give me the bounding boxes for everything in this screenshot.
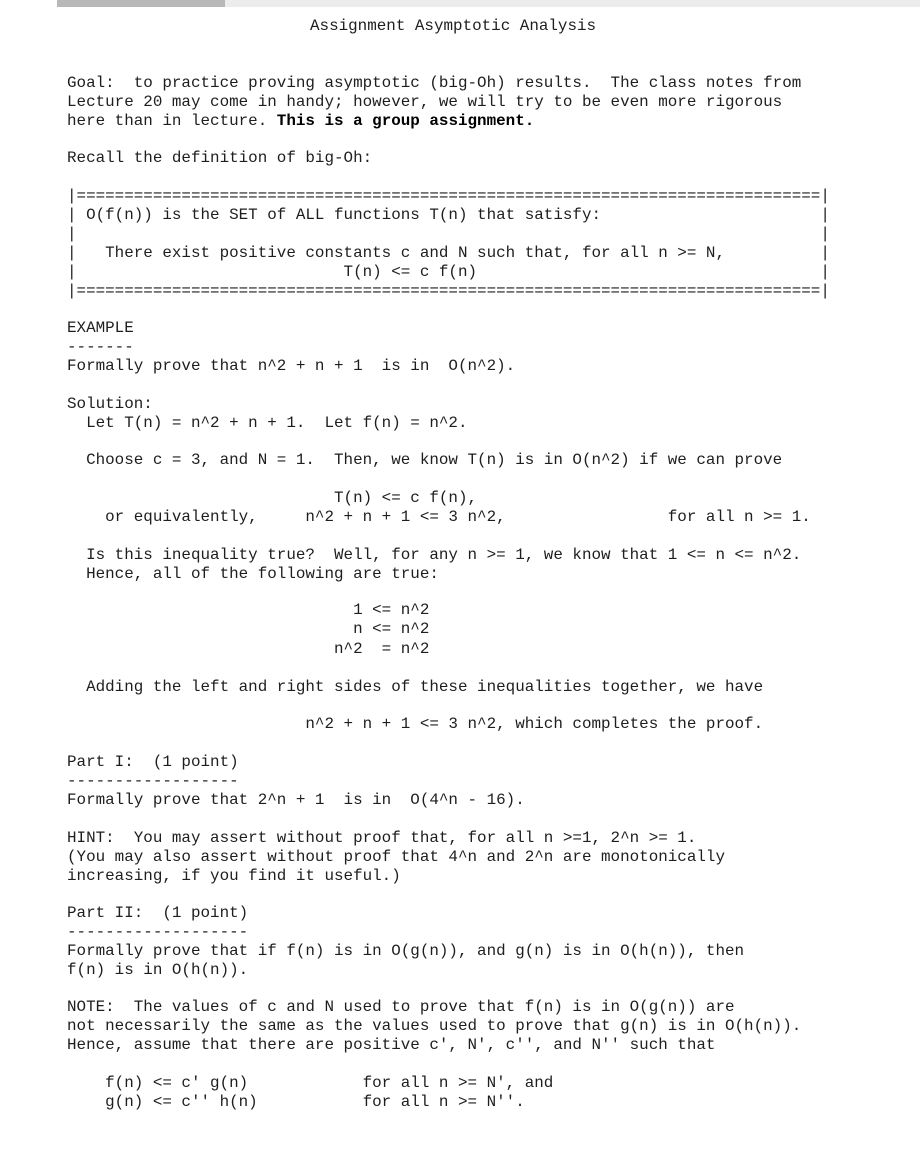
- part1-statement: Formally prove that 2^n + 1 is in O(4^n - 16).: [67, 791, 525, 809]
- part2-heading: Part II: (1 point): [67, 904, 249, 922]
- part2-statement: f(n) is in O(h(n)).: [67, 961, 249, 979]
- note-line: Hence, assume that there are positive c', N', c'', and N'' such that: [67, 1036, 716, 1054]
- condition-line: g(n) <= c'' h(n) for all n >= N''.: [67, 1093, 525, 1111]
- part1-underline: ------------------: [67, 772, 239, 790]
- solution-line: or equivalently, n^2 + n + 1 <= 3 n^2, for all n >= 1.: [67, 508, 811, 526]
- goal-text: here than in lecture.: [67, 112, 277, 130]
- solution-line: Hence, all of the following are true:: [67, 565, 439, 583]
- definition-box-bottom-border: |==============================================================================|: [67, 282, 830, 300]
- solution-line: T(n) <= c f(n),: [67, 489, 478, 507]
- note-line: not necessarily the same as the values used to prove that g(n) is in O(h(n)).: [67, 1017, 802, 1035]
- goal-line: Goal: to practice proving asymptotic (big-Oh) results. The class notes from: [67, 74, 802, 92]
- definition-box-line: | There exist positive constants c and N such that, for all n >= N, |: [67, 244, 830, 262]
- example-heading: EXAMPLE: [67, 319, 134, 337]
- part1-heading: Part I: (1 point): [67, 753, 239, 771]
- solution-line: Let T(n) = n^2 + n + 1. Let f(n) = n^2.: [67, 414, 468, 432]
- inequality-line: n^2 = n^2: [67, 640, 430, 658]
- hint-line: (You may also assert without proof that 4^n and 2^n are monotonically: [67, 848, 725, 866]
- note-line: NOTE: The values of c and N used to prove that f(n) is in O(g(n)) are: [67, 998, 735, 1016]
- condition-line: f(n) <= c' g(n) for all n >= N', and: [67, 1074, 554, 1092]
- goal-line: Lecture 20 may come in handy; however, we will try to be even more rigorous: [67, 93, 783, 111]
- solution-line: Choose c = 3, and N = 1. Then, we know T(n) is in O(n^2) if we can prove: [67, 451, 783, 469]
- example-underline: -------: [67, 338, 134, 356]
- inequality-line: 1 <= n^2: [67, 601, 430, 619]
- hint-line: increasing, if you find it useful.): [67, 867, 401, 885]
- goal-line: [67, 112, 534, 131]
- hint-line: HINT: You may assert without proof that, for all n >=1, 2^n >= 1.: [67, 829, 697, 847]
- horizontal-scrollbar-thumb[interactable]: [57, 0, 225, 7]
- solution-label: Solution:: [67, 395, 153, 413]
- part2-underline: -------------------: [67, 923, 249, 941]
- solution-line: Adding the left and right sides of these inequalities together, we have: [67, 678, 764, 696]
- document-title: Assignment Asymptotic Analysis: [310, 17, 597, 35]
- definition-box-line: | |: [67, 225, 830, 243]
- group-assignment-note: This is a group assignment.: [276, 112, 535, 130]
- definition-box-line: | T(n) <= c f(n) |: [67, 263, 830, 281]
- definition-box-line: | O(f(n)) is the SET of ALL functions T(n) that satisfy: |: [67, 206, 830, 224]
- recall-text: Recall the definition of big-Oh:: [67, 149, 373, 167]
- solution-line: Is this inequality true? Well, for any n >= 1, we know that 1 <= n <= n^2.: [67, 546, 802, 564]
- inequality-line: n <= n^2: [67, 620, 430, 638]
- definition-box-top-border: |==============================================================================|: [67, 187, 830, 205]
- example-statement: Formally prove that n^2 + n + 1 is in O(n^2).: [67, 357, 516, 375]
- part2-statement: Formally prove that if f(n) is in O(g(n)), and g(n) is in O(h(n)), then: [67, 942, 745, 960]
- solution-line: n^2 + n + 1 <= 3 n^2, which completes the proof.: [67, 715, 764, 733]
